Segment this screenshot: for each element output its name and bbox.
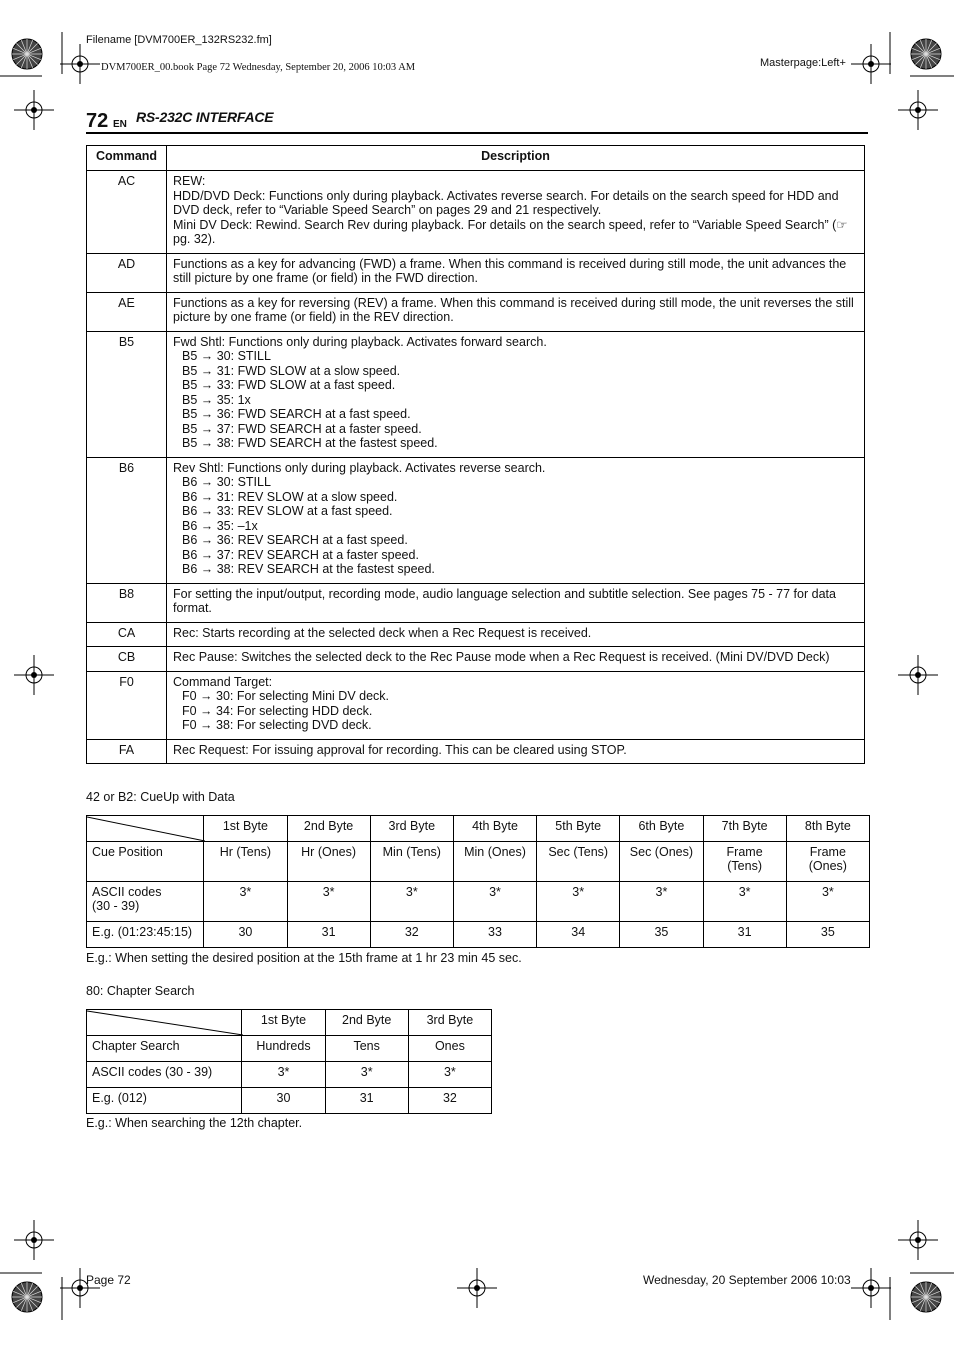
chapter-note: E.g.: When searching the 12th chapter.	[86, 1116, 303, 1130]
command-row	[87, 171, 865, 254]
command-description	[167, 671, 865, 739]
sub-command-line: B5 → 37: FWD SEARCH at a faster speed.	[182, 421, 422, 436]
command-code: CB	[87, 647, 167, 672]
byte-header: 1st Byte	[242, 1010, 325, 1036]
byte-cell: 3*	[204, 882, 287, 922]
command-column-header: Command	[87, 146, 167, 171]
command-row	[87, 292, 865, 331]
byte-header: 5th Byte	[537, 816, 620, 842]
description-line: Mini DV Deck: Rewind. Search Rev during playback. For details on the search speed, refer to “Variable Speed Search” (☞ pg. 32).	[173, 217, 848, 246]
byte-cell: 30	[242, 1088, 325, 1114]
byte-cell: 33	[453, 922, 536, 948]
byte-cell: 30	[204, 922, 287, 948]
byte-cell: Hr (Ones)	[287, 842, 370, 882]
sub-command-line: B6 → 35: –1x	[182, 518, 258, 533]
command-code: AE	[87, 292, 167, 331]
byte-cell: 3*	[242, 1062, 325, 1088]
byte-cell: 32	[408, 1088, 491, 1114]
book-info-text: DVM700ER_00.book Page 72 Wednesday, September 20, 2006 10:03 AM	[101, 62, 416, 73]
byte-header: 7th Byte	[703, 816, 786, 842]
byte-cell: 3*	[786, 882, 869, 922]
description-column-header: Description	[167, 146, 865, 171]
byte-header: 3rd Byte	[370, 816, 453, 842]
row-label: Cue Position	[87, 842, 204, 882]
sub-command-line: B6 → 31: REV SLOW at a slow speed.	[182, 489, 398, 504]
byte-cell: Sec (Ones)	[620, 842, 703, 882]
sub-command-line: B5 → 35: 1x	[182, 392, 251, 407]
sub-command-line: F0 → 34: For selecting HDD deck.	[182, 703, 373, 718]
footer-page: Page 72	[86, 1273, 131, 1287]
command-table-body	[87, 171, 865, 764]
row-label: E.g. (012)	[87, 1088, 242, 1114]
byte-cell: Ones	[408, 1036, 491, 1062]
description-line: Rec Request: For issuing approval for recording. This can be cleared using STOP.	[173, 742, 627, 757]
command-description	[167, 457, 865, 583]
command-row	[87, 331, 865, 457]
byte-row	[87, 882, 870, 922]
command-description	[167, 583, 865, 622]
description-line: For setting the input/output, recording mode, audio language selection and subtitle selection. See pages 75 - 77 for data format.	[173, 586, 836, 615]
byte-cell: 3*	[703, 882, 786, 922]
byte-cell: 3*	[453, 882, 536, 922]
byte-cell: 3*	[370, 882, 453, 922]
byte-cell: Min (Tens)	[370, 842, 453, 882]
page-header	[86, 108, 868, 134]
byte-cell: Sec (Tens)	[537, 842, 620, 882]
cueup-note: E.g.: When setting the desired position at the 15th frame at 1 hr 23 min 45 sec.	[86, 951, 522, 965]
chapter-search-table	[86, 1009, 492, 1114]
cueup-table	[86, 815, 870, 948]
description-line: Rec: Starts recording at the selected deck when a Rec Request is received.	[173, 625, 592, 640]
cueup-caption: 42 or B2: CueUp with Data	[86, 790, 235, 804]
byte-header: 3rd Byte	[408, 1010, 491, 1036]
filename-text: Filename [DVM700ER_132RS232.fm]	[86, 34, 272, 46]
sub-command-line: B6 → 37: REV SEARCH at a faster speed.	[182, 547, 419, 562]
byte-cell: 31	[287, 922, 370, 948]
footer-date: Wednesday, 20 September 2006 10:03	[643, 1273, 851, 1287]
description-line: REW:	[173, 174, 206, 188]
byte-header: 2nd Byte	[287, 816, 370, 842]
description-line: Rec Pause: Switches the selected deck to the Rec Pause mode when a Rec Request is received. (Mini DV/DVD Deck)	[173, 650, 830, 664]
byte-cell: 3*	[325, 1062, 408, 1088]
sub-command-line: B5 → 31: FWD SLOW at a slow speed.	[182, 363, 401, 378]
description-line: Functions as a key for advancing (FWD) a frame. When this command is received during still mode, the unit advances the still picture by one frame (or field) in the FWD direction.	[173, 256, 847, 285]
command-row	[87, 622, 865, 647]
diagonal-line	[87, 1010, 243, 1036]
command-row	[87, 583, 865, 622]
command-description	[167, 739, 865, 764]
description-line: Command Target:	[173, 674, 273, 689]
command-row	[87, 671, 865, 739]
byte-cell: 3*	[408, 1062, 491, 1088]
byte-cell: Hr (Tens)	[204, 842, 287, 882]
byte-cell: Hundreds	[242, 1036, 325, 1062]
byte-cell: 35	[786, 922, 869, 948]
command-table	[86, 145, 865, 764]
language-label: EN	[113, 119, 127, 130]
command-code: B8	[87, 583, 167, 622]
description-line: Functions as a key for reversing (REV) a frame. When this command is received during still mode, the unit reverses the still picture by one frame (or field) in the REV direction.	[173, 295, 854, 324]
description-line: Fwd Shtl: Functions only during playback. Activates forward search.	[173, 334, 547, 349]
command-code: B5	[87, 331, 167, 457]
command-code: FA	[87, 739, 167, 764]
byte-row	[87, 1036, 492, 1062]
section-title: RS-232C INTERFACE	[136, 109, 274, 125]
command-description	[167, 331, 865, 457]
row-label: ASCII codes (30 - 39)	[87, 882, 204, 922]
command-row	[87, 739, 865, 764]
sub-command-line: B6 → 36: REV SEARCH at a fast speed.	[182, 533, 408, 547]
byte-cell: 32	[370, 922, 453, 948]
byte-header: 2nd Byte	[325, 1010, 408, 1036]
row-label: E.g. (01:23:45:15)	[87, 922, 204, 948]
sub-command-line: B5 → 36: FWD SEARCH at a fast speed.	[182, 407, 411, 421]
byte-cell: Tens	[325, 1036, 408, 1062]
page-number: 72	[86, 110, 109, 132]
command-description	[167, 622, 865, 647]
byte-row	[87, 1088, 492, 1114]
byte-row	[87, 842, 870, 882]
sub-command-line: F0 → 38: For selecting DVD deck.	[182, 718, 372, 732]
description-line: HDD/DVD Deck: Functions only during playback. Activates reverse search. For details on the search speed for HDD and DVD deck, refer to “Variable Speed Search” on pages 29 and 21 respectively.	[173, 188, 839, 217]
row-label: ASCII codes (30 - 39)	[87, 1062, 242, 1088]
diagonal-line	[87, 816, 205, 842]
byte-cell: 35	[620, 922, 703, 948]
command-code: F0	[87, 671, 167, 739]
corner-cell	[87, 816, 204, 842]
masterpage-text: Masterpage:Left+	[760, 57, 846, 69]
sub-command-line: B5 → 38: FWD SEARCH at the fastest speed.	[182, 436, 438, 450]
corner-cell	[87, 1010, 242, 1036]
command-description	[167, 292, 865, 331]
sub-command-line: F0 → 30: For selecting Mini DV deck.	[182, 689, 390, 703]
byte-cell: Min (Ones)	[453, 842, 536, 882]
command-row	[87, 647, 865, 672]
byte-cell: 31	[325, 1088, 408, 1114]
row-label: Chapter Search	[87, 1036, 242, 1062]
command-code: AD	[87, 253, 167, 292]
byte-cell: 3*	[620, 882, 703, 922]
command-code: B6	[87, 457, 167, 583]
command-row	[87, 253, 865, 292]
command-description	[167, 647, 865, 672]
command-code: CA	[87, 622, 167, 647]
command-row	[87, 457, 865, 583]
sub-command-line: B5 → 30: STILL	[182, 349, 271, 363]
sub-command-line: B6 → 33: REV SLOW at a fast speed.	[182, 504, 393, 518]
command-code: AC	[87, 171, 167, 254]
byte-header: 1st Byte	[204, 816, 287, 842]
byte-cell: Frame (Tens)	[703, 842, 786, 882]
byte-cell: Frame (Ones)	[786, 842, 869, 882]
byte-cell: 3*	[537, 882, 620, 922]
byte-row	[87, 922, 870, 948]
byte-cell: 3*	[287, 882, 370, 922]
description-line: Rev Shtl: Functions only during playback. Activates reverse search.	[173, 460, 546, 475]
byte-header: 4th Byte	[453, 816, 536, 842]
sub-command-line: B6 → 30: STILL	[182, 475, 271, 489]
byte-cell: 34	[537, 922, 620, 948]
byte-header: 6th Byte	[620, 816, 703, 842]
sub-command-line: B5 → 33: FWD SLOW at a fast speed.	[182, 378, 396, 392]
sub-command-line: B6 → 38: REV SEARCH at the fastest speed.	[182, 562, 435, 576]
byte-header: 8th Byte	[786, 816, 869, 842]
byte-row	[87, 1062, 492, 1088]
command-description	[167, 171, 865, 254]
command-description	[167, 253, 865, 292]
byte-cell: 31	[703, 922, 786, 948]
chapter-caption: 80: Chapter Search	[86, 984, 195, 998]
